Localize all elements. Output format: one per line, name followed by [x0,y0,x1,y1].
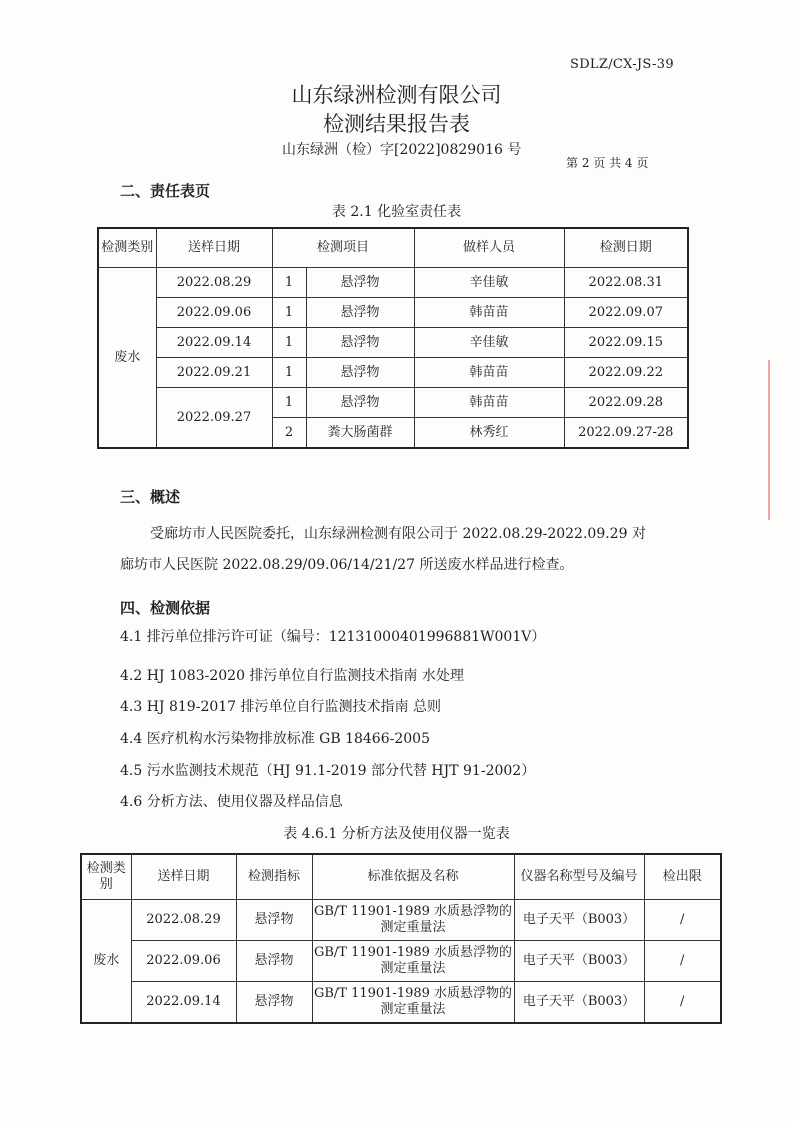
category-cell: 废水 [98,268,156,449]
table-row [81,982,721,1024]
company-name: 山东绿洲检测有限公司 [291,83,502,107]
basis-item: 4.4 医疗机构水污染物排放标准 GB 18466-2005 [120,731,430,747]
send-date-cell: 2022.09.27 [156,388,272,449]
document-code: SDLZ/CX-JS-39 [570,57,674,72]
item-cell: 悬浮物 [306,328,414,358]
test-date-cell: 2022.09.07 [564,298,688,328]
header-send-date: 送样日期 [131,854,236,900]
basis-item: 4.1 排污单位排污许可证（编号：12131000401996881W001V） [120,629,546,645]
table-row [81,941,721,982]
table-header-row [81,854,721,900]
item-no-cell: 1 [272,358,306,388]
basis-item: 4.3 HJ 819-2017 排污单位自行监测技术指南 总则 [120,699,441,715]
table-row [98,298,688,328]
item-no-cell: 1 [272,388,306,418]
person-cell: 辛佳敏 [414,268,564,298]
basis-item: 4.2 HJ 1083-2020 排污单位自行监测技术指南 水处理 [120,668,464,684]
send-date-cell: 2022.09.14 [131,982,236,1024]
person-cell: 辛佳敏 [414,328,564,358]
standard-cell: GB/T 11901-1989 水质悬浮物的测定重量法 [312,900,514,941]
table-row [81,900,721,941]
send-date-cell: 2022.09.06 [131,941,236,982]
standard-cell: GB/T 11901-1989 水质悬浮物的测定重量法 [312,982,514,1024]
header-person: 做样人员 [414,228,564,268]
header-test-item: 检测项目 [272,228,414,268]
table21-caption: 表 2.1 化验室责任表 [331,204,462,220]
header-category: 检测类别 [81,854,131,900]
report-title: 检测结果报告表 [323,112,470,136]
person-cell: 林秀红 [414,418,564,449]
section2-heading: 二、责任表页 [120,182,211,200]
header-indicator: 检测指标 [236,854,312,900]
analysis-method-table [80,853,722,1024]
page-info: 第 2 页 共 4 页 [566,156,649,170]
limit-cell: / [644,982,721,1024]
category-cell: 废水 [81,900,131,1024]
table461-caption: 表 4.6.1 分析方法及使用仪器一览表 [283,826,510,842]
table-row [98,328,688,358]
item-cell: 悬浮物 [306,358,414,388]
basis-item: 4.6 分析方法、使用仪器及样品信息 [120,794,343,810]
item-cell: 粪大肠菌群 [306,418,414,449]
indicator-cell: 悬浮物 [236,941,312,982]
item-cell: 悬浮物 [306,298,414,328]
person-cell: 韩苗苗 [414,298,564,328]
item-no-cell: 1 [272,268,306,298]
send-date-cell: 2022.08.29 [156,268,272,298]
overview-line-1: 受廊坊市人民医院委托，山东绿洲检测有限公司于 2022.08.29-2022.09.29 对 [150,526,646,542]
test-date-cell: 2022.09.15 [564,328,688,358]
instrument-cell: 电子天平（B003） [514,941,644,982]
send-date-cell: 2022.08.29 [131,900,236,941]
limit-cell: / [644,941,721,982]
test-date-cell: 2022.09.28 [564,388,688,418]
limit-cell: / [644,900,721,941]
item-cell: 悬浮物 [306,388,414,418]
table-row [98,358,688,388]
header-limit: 检出限 [644,854,721,900]
item-no-cell: 1 [272,298,306,328]
lab-responsibility-table [97,227,689,449]
header-test-date: 检测日期 [564,228,688,268]
table-row [98,268,688,298]
item-no-cell: 2 [272,418,306,449]
header-category: 检测类别 [98,228,156,268]
send-date-cell: 2022.09.21 [156,358,272,388]
basis-item: 4.5 污水监测技术规范（HJ 91.1-2019 部分代替 HJT 91-2002） [120,763,536,779]
item-no-cell: 1 [272,328,306,358]
instrument-cell: 电子天平（B003） [514,900,644,941]
test-date-cell: 2022.08.31 [564,268,688,298]
test-date-cell: 2022.09.27-28 [564,418,688,449]
standard-cell: GB/T 11901-1989 水质悬浮物的测定重量法 [312,941,514,982]
table-row [98,388,688,418]
seal-stamp-edge [768,360,792,520]
header-standard: 标准依据及名称 [312,854,514,900]
overview-line-2: 廊坊市人民医院 2022.08.29/09.06/14/21/27 所送废水样品进行检查。 [120,557,574,573]
header-send-date: 送样日期 [156,228,272,268]
person-cell: 韩苗苗 [414,388,564,418]
report-number: 山东绿洲（检）字[2022]0829016 号 [282,142,522,158]
person-cell: 韩苗苗 [414,358,564,388]
indicator-cell: 悬浮物 [236,900,312,941]
send-date-cell: 2022.09.06 [156,298,272,328]
item-cell: 悬浮物 [306,268,414,298]
indicator-cell: 悬浮物 [236,982,312,1024]
section4-heading: 四、检测依据 [120,599,211,617]
section3-heading: 三、概述 [120,488,181,506]
table-header-row [98,228,688,268]
instrument-cell: 电子天平（B003） [514,982,644,1024]
header-instrument: 仪器名称型号及编号 [514,854,644,900]
send-date-cell: 2022.09.14 [156,328,272,358]
test-date-cell: 2022.09.22 [564,358,688,388]
